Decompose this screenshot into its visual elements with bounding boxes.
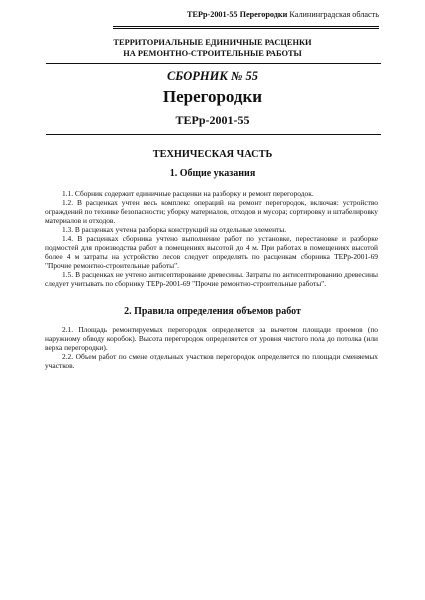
header-rule-bottom bbox=[113, 28, 379, 29]
paragraph-1-2: 1.2. В расценках учтен весь комплекс операций на ремонт перегородок, включая: устройство ограждений по технике безопасности; уборку материалов, отходов и мусора; сортировку и штабелировку материалов и отходов. bbox=[45, 198, 378, 225]
section-heading-volume-rules: 2. Правила определения объемов работ bbox=[124, 306, 301, 317]
section-body-general bbox=[45, 189, 378, 288]
paragraph-1-1: 1.1. Сборник содержит единичные расценки на разборку и ремонт перегородок. bbox=[62, 189, 314, 198]
paragraph-2-1: 2.1. Площадь ремонтируемых перегородок определяется за вычетом площади проемов (по наружному обводу коробок). Высота перегородок определяется от уровня чистого пола до потолка (или верха перегородки). bbox=[45, 325, 378, 352]
collection-title bbox=[0, 38, 425, 59]
section-body-volume-rules bbox=[45, 325, 378, 370]
page-title: Перегородки bbox=[162, 87, 263, 106]
collection-title-line-1: ТЕРРИТОРИАЛЬНЫЕ ЕДИНИЧНЫЕ РАСЦЕНКИ bbox=[113, 38, 312, 47]
section-heading-general: 1. Общие указания bbox=[169, 168, 256, 179]
running-header bbox=[187, 11, 379, 19]
paragraph-1-5: 1.5. В расценках не учтено антисептирование древесины. Затраты по антисептированию древесины следует учитывать по сборнику ТЕРр-2001-69 "Прочие ремонтно-строительные работы". bbox=[45, 270, 378, 288]
collection-number: СБОРНИК № 55 bbox=[166, 69, 259, 83]
technical-part-heading: ТЕХНИЧЕСКАЯ ЧАСТЬ bbox=[152, 149, 273, 160]
collection-title-line-2: НА РЕМОНТНО-СТРОИТЕЛЬНЫЕ РАБОТЫ bbox=[123, 48, 302, 58]
header-code: ТЕРр-2001-55 Перегородки bbox=[187, 10, 288, 19]
paragraph-2-2: 2.2. Объем работ по смене отдельных участков перегородок определяется по площади сменяемых участков. bbox=[45, 352, 378, 370]
paragraph-1-3: 1.3. В расценках учтена разборка конструкций на отдельные элементы. bbox=[62, 225, 287, 234]
document-code: ТЕРр-2001-55 bbox=[175, 113, 250, 127]
paragraph-1-4: 1.4. В расценках сборника учтено выполнение работ по установке, перестановке и разборке подмостей для производства работ в помещениях высотой до 4 м. При работах в помещениях высотой более 4 м затраты на устройство лесов следует определять по расценкам сборника ТЕРр-2001-69 "Прочие ремонтно-строительные работы". bbox=[45, 234, 378, 270]
header-rule-top bbox=[113, 26, 379, 27]
title-divider bbox=[46, 63, 381, 64]
header-region: Калининградская область bbox=[289, 10, 379, 19]
code-divider bbox=[46, 134, 381, 135]
